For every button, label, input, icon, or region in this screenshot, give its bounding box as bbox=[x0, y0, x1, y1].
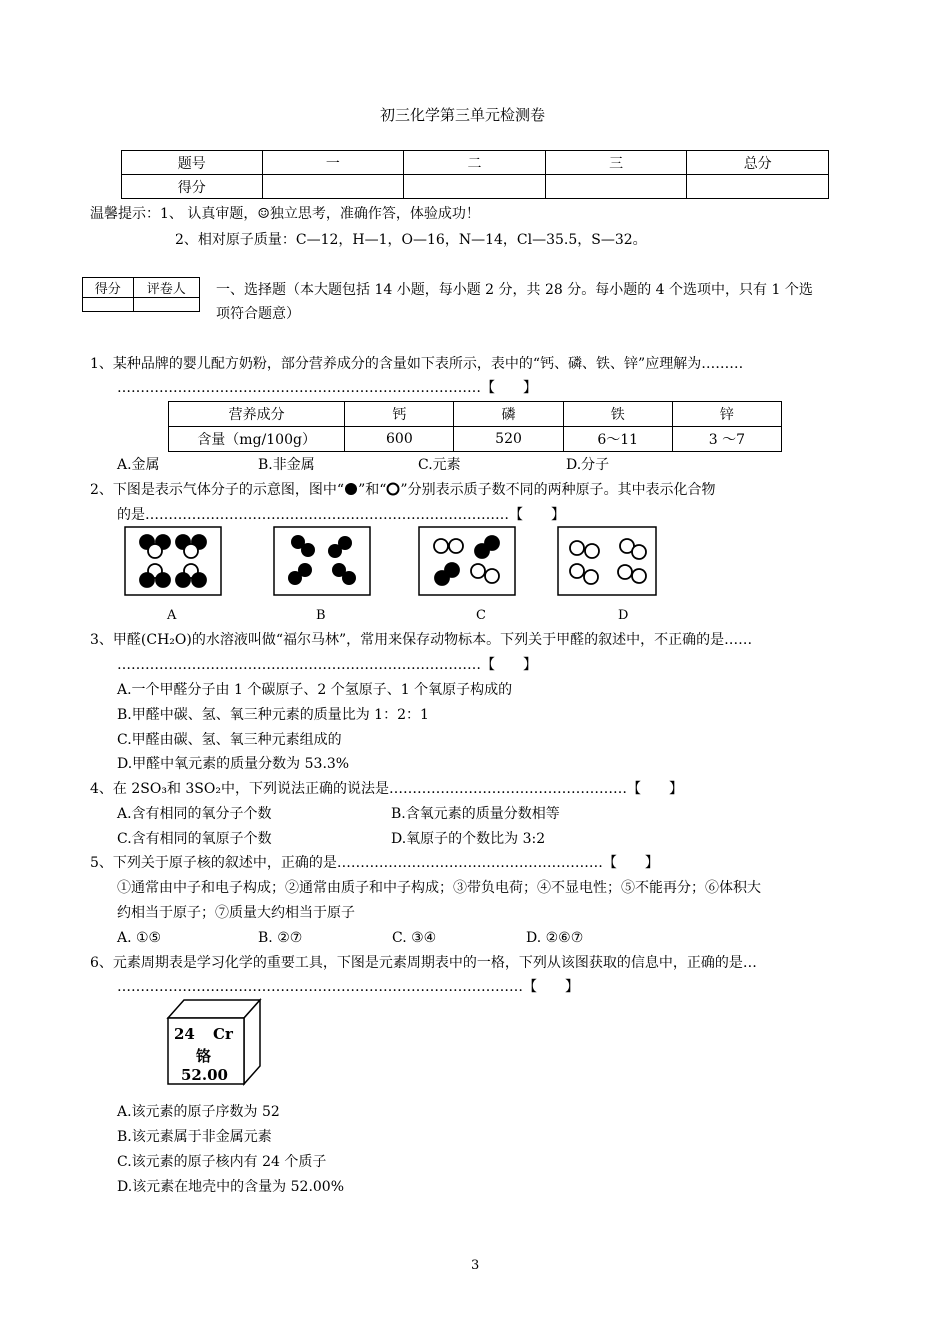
nutrition-header: 钙 bbox=[345, 402, 454, 427]
nutrition-header: 磷 bbox=[454, 402, 563, 427]
score-cell[interactable] bbox=[687, 175, 829, 199]
score-cell[interactable] bbox=[262, 175, 404, 199]
nutrition-cell: 含量（mg/100g） bbox=[169, 427, 345, 452]
q5-option-c[interactable]: C. ③④ bbox=[392, 930, 437, 946]
q1-stem-line-2: ……………………………………………………………………【 】 bbox=[117, 380, 537, 396]
tip-line-1: 温馨提示：1、 认真审题，☺独立思考，准确作答，体验成功！ bbox=[90, 206, 480, 222]
q1-option-a[interactable]: A.金属 bbox=[117, 457, 160, 473]
element-atomic-number: 24 bbox=[174, 1025, 195, 1043]
q2-stem-part-1: 2、下图是表示气体分子的示意图，图中“ bbox=[90, 482, 345, 498]
q1-option-d[interactable]: D.分子 bbox=[566, 457, 610, 473]
section-heading-line-1: 一、选择题（本大题包括 14 小题，每小题 2 分，共 28 分。每小题的 4 个选项中，只有 1 个选 bbox=[216, 282, 813, 298]
q4-stem: 4、在 2SO₃和 3SO₂中，下列说法正确的说法是……………………………………………【 】 bbox=[90, 781, 683, 797]
q2-stem-part-2: ”和“ bbox=[358, 482, 387, 498]
q6-option-c[interactable]: C.该元素的原子核内有 24 个质子 bbox=[117, 1154, 327, 1170]
diagram-c bbox=[418, 526, 516, 596]
q5-stem-line-3: 约相当于原子；⑦质量大约相当于原子 bbox=[117, 905, 355, 921]
element-symbol: Cr bbox=[213, 1025, 233, 1043]
q1-option-b[interactable]: B.非金属 bbox=[258, 457, 315, 473]
diagram-d bbox=[557, 526, 657, 596]
diagram-a bbox=[124, 526, 222, 596]
diagram-b bbox=[273, 526, 371, 596]
q6-stem-line-1: 6、元素周期表是学习化学的重要工具，下图是元素周期表中的一格，下列从该图获取的信息中，正确的是… bbox=[90, 955, 757, 971]
diagram-label-a[interactable]: A bbox=[167, 608, 177, 623]
score-cell[interactable] bbox=[545, 175, 687, 199]
score-header: 二 bbox=[404, 151, 546, 175]
page-number: 3 bbox=[471, 1258, 480, 1273]
element-name: 铬 bbox=[196, 1047, 212, 1065]
q4-option-a[interactable]: A.含有相同的氧分子个数 bbox=[117, 806, 272, 822]
grader-name-cell[interactable] bbox=[133, 298, 199, 312]
q3-stem-line-2: ……………………………………………………………………【 】 bbox=[117, 657, 537, 673]
nutrition-cell: 3 ～7 bbox=[672, 427, 781, 452]
q5-option-d[interactable]: D. ②⑥⑦ bbox=[526, 930, 584, 946]
q2-stem-line-2: 的是……………………………………………………………………【 】 bbox=[117, 507, 565, 523]
diagram-label-d[interactable]: D bbox=[618, 608, 629, 623]
score-header: 题号 bbox=[122, 151, 263, 175]
q4-option-b[interactable]: B.含氧元素的质量分数相等 bbox=[391, 806, 560, 822]
nutrition-cell: 600 bbox=[345, 427, 454, 452]
q4-option-c[interactable]: C.含有相同的氧原子个数 bbox=[117, 831, 272, 847]
q1-option-c[interactable]: C.元素 bbox=[418, 457, 461, 473]
grader-score-cell[interactable] bbox=[83, 298, 134, 312]
q6-option-d[interactable]: D.该元素在地壳中的含量为 52.00% bbox=[117, 1179, 345, 1195]
q3-option-b[interactable]: B.甲醛中碳、氢、氧三种元素的质量比为 1：2：1 bbox=[117, 707, 429, 723]
q5-option-b[interactable]: B. ②⑦ bbox=[258, 930, 303, 946]
section-heading-line-2: 项符合题意） bbox=[216, 306, 300, 322]
q6-option-b[interactable]: B.该元素属于非金属元素 bbox=[117, 1129, 272, 1145]
q3-option-d[interactable]: D.甲醛中氧元素的质量分数为 53.3% bbox=[117, 756, 350, 772]
q5-option-a[interactable]: A. ①⑤ bbox=[117, 930, 162, 946]
diagram-label-b[interactable]: B bbox=[316, 608, 326, 623]
score-table bbox=[121, 150, 829, 199]
q6-stem-line-2: ……………………………………………………………………………【 】 bbox=[117, 979, 579, 995]
q1-nutrition-table bbox=[168, 401, 782, 452]
tip-line-2: 2、相对原子质量：C—12，H—1，O—16，N—14，Cl—35.5，S—32。 bbox=[175, 232, 647, 248]
diagram-label-c[interactable]: C bbox=[476, 608, 486, 623]
score-cell[interactable] bbox=[404, 175, 546, 199]
white-atom-icon bbox=[386, 482, 400, 496]
grader-score-label: 得分 bbox=[83, 278, 134, 298]
q2-stem-part-3: ”分别表示质子数不同的两种原子。其中表示化合物 bbox=[400, 482, 716, 498]
page-title: 初三化学第三单元检测卷 bbox=[380, 106, 546, 124]
q1-stem-line-1: 1、某种品牌的婴儿配方奶粉，部分营养成分的含量如下表所示，表中的“钙、磷、铁、锌”应理解为……… bbox=[90, 356, 744, 372]
q5-stem-line-1: 5、下列关于原子核的叙述中，正确的是…………………………………………………【 】 bbox=[90, 855, 659, 871]
nutrition-header: 铁 bbox=[563, 402, 672, 427]
nutrition-header: 锌 bbox=[672, 402, 781, 427]
q6-option-a[interactable]: A.该元素的原子序数为 52 bbox=[117, 1104, 280, 1120]
score-row-label: 得分 bbox=[122, 175, 263, 199]
score-header: 三 bbox=[545, 151, 687, 175]
element-atomic-mass: 52.00 bbox=[181, 1066, 228, 1084]
black-atom-icon bbox=[344, 482, 358, 496]
nutrition-cell: 6～11 bbox=[563, 427, 672, 452]
q4-option-d[interactable]: D.氧原子的个数比为 3:2 bbox=[391, 831, 546, 847]
q3-stem-line-1: 3、甲醛(CH₂O)的水溶液叫做“福尔马林”，常用来保存动物标本。下列关于甲醛的叙述中，不正确的是…… bbox=[90, 632, 753, 648]
q3-option-a[interactable]: A.一个甲醛分子由 1 个碳原子、2 个氢原子、1 个氧原子构成的 bbox=[117, 682, 513, 698]
grader-label: 评卷人 bbox=[133, 278, 199, 298]
nutrition-cell: 520 bbox=[454, 427, 563, 452]
q2-stem-line-1 bbox=[90, 480, 716, 500]
q5-stem-line-2: ①通常由中子和电子构成；②通常由质子和中子构成；③带负电荷；④不显电性；⑤不能再分；⑥体积大 bbox=[117, 880, 761, 896]
nutrition-header: 营养成分 bbox=[169, 402, 345, 427]
grader-table bbox=[82, 277, 200, 312]
q3-option-c[interactable]: C.甲醛由碳、氢、氧三种元素组成的 bbox=[117, 732, 342, 748]
score-header: 一 bbox=[262, 151, 404, 175]
score-header: 总分 bbox=[687, 151, 829, 175]
